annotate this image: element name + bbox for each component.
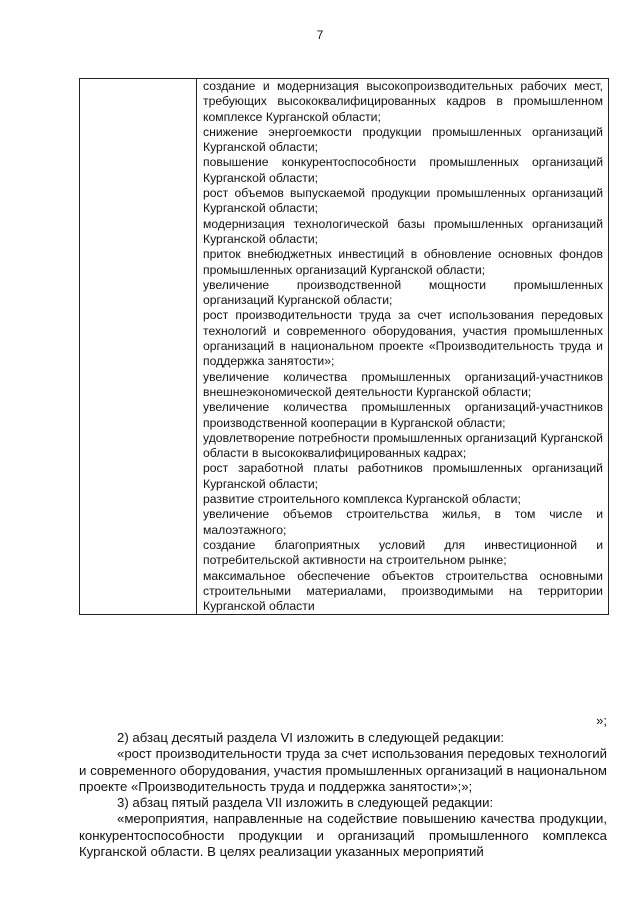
goal-item: создание и модернизация высокопроизводительных рабочих мест, требующих высококвалифицированных кадров в промышленном комплексе Курганской области;: [203, 79, 603, 124]
goal-item: приток внебюджетных инвестиций в обновление основных фондов промышленных организаций Курганской области;: [203, 247, 603, 277]
goal-item: создание благоприятных условий для инвестиционной и потребительской активности на строительном рынке;: [203, 537, 603, 568]
paragraph: «мероприятия, направленные на содействие повышению качества продукции, конкурентоспособности продукции и организаций промышленного комплекса Курганской области. В целях реализации указанных мероприятий: [79, 811, 607, 860]
closing-quote: »;: [596, 713, 607, 728]
amendment-paragraphs: [79, 730, 607, 860]
table-row: [80, 79, 609, 615]
goal-item: рост заработной платы работников промышленных организаций Курганской области;: [203, 461, 603, 491]
goal-item: увеличение производственной мощности промышленных организаций Курганской области;: [203, 277, 603, 308]
goal-item: увеличение количества промышленных организаций-участников внешнеэкономической деятельности Курганской области;: [203, 369, 603, 399]
paragraph: «рост производительности труда за счет использования передовых технологий и современного оборудования, участия промышленных организаций в национальном проекте «Производительность труда и поддержка занятости»;»;: [79, 746, 607, 794]
goal-item: увеличение объемов строительства жилья, в том числе и малоэтажного;: [203, 507, 603, 537]
goal-item: удовлетворение потребности промышленных организаций Курганской области в высококвалифицированных кадрах;: [203, 430, 603, 461]
goal-item: увеличение количества промышленных организаций-участников производственной кооперации в Курганской области;: [203, 400, 603, 430]
goal-item: развитие строительного комплекса Курганской области;: [203, 492, 521, 507]
empty-left-cell: [80, 79, 197, 615]
goal-item: рост производительности труда за счет использования передовых технологий и современного оборудования, участия промышленных организаций в национальном проекте «Производительность труда и поддержка занятости»;: [203, 308, 603, 369]
goal-item: повышение конкурентоспособности промышленных организаций Курганской области;: [203, 155, 603, 185]
goals-cell: [197, 79, 609, 615]
goal-item: максимальное обеспечение объектов строительства основными строительными материалами, производимыми на территории Курганской области: [203, 568, 603, 614]
paragraph: 2) абзац десятый раздела VI изложить в следующей редакции:: [117, 730, 505, 745]
paragraph: 3) абзац пятый раздела VII изложить в следующей редакции:: [117, 795, 494, 811]
goal-item: рост объемов выпускаемой продукции промышленных организаций Курганской области;: [203, 186, 603, 216]
page-number: 7: [316, 28, 324, 42]
goal-item: модернизация технологической базы промышленных организаций Курганской области;: [203, 216, 603, 246]
expected-results-table: [79, 78, 609, 615]
goal-item: снижение энергоемкости продукции промышленных организаций Курганской области;: [203, 124, 603, 155]
